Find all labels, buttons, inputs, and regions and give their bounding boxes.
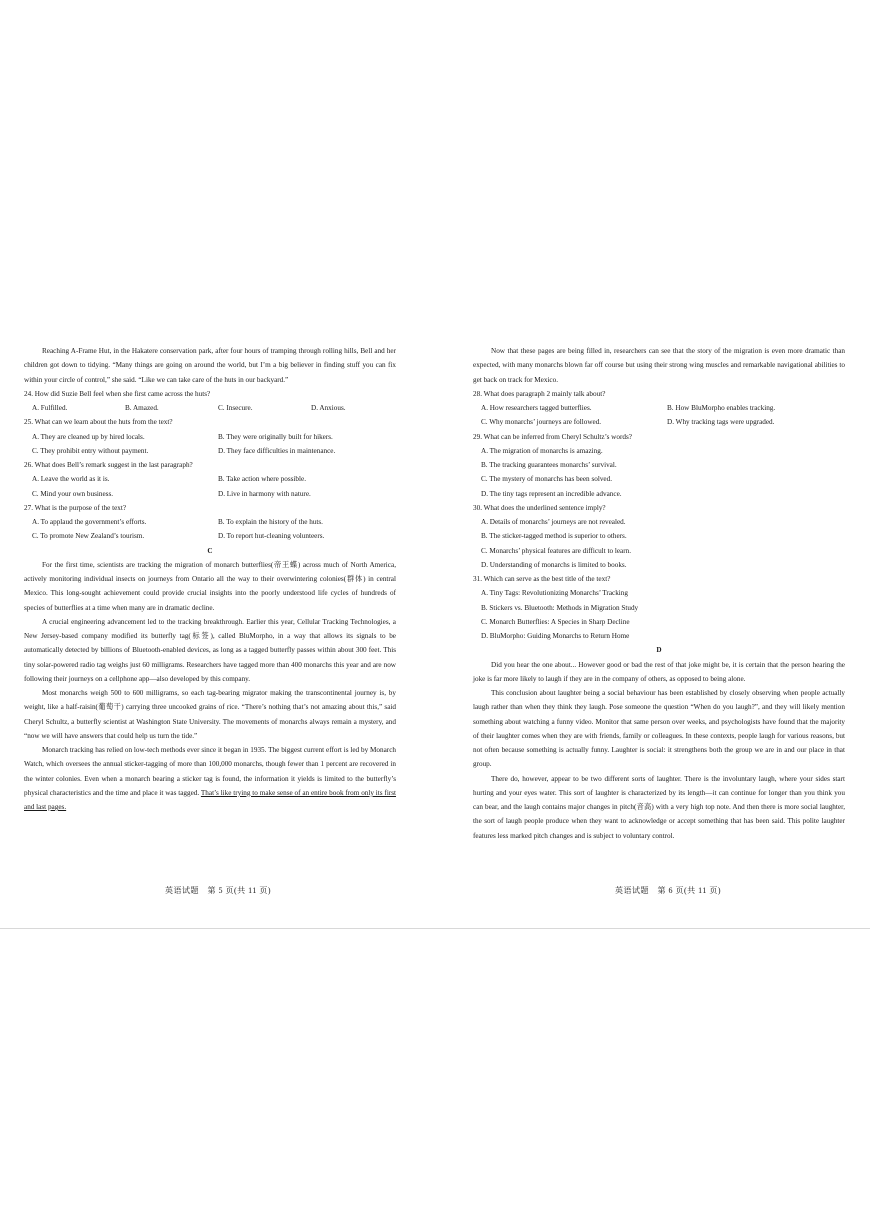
option: D. Understanding of monarchs is limited to books. — [481, 560, 627, 569]
paragraph: This conclusion about laughter being a social behaviour has been established by closely observing when people actually laugh rather than when they think they laugh. Pose someone the question “When do you laugh?”, and they will likely mention something about watching a funny video. Monitor that same person over weeks, and psychologists have found that the majority of their laughter comes when they are with friends, family or colleagues. In these contexts, people laugh for various reasons, but not often because something is actually funny. Laughter is social: it strengthens both the group we are in and our place in that group. — [473, 689, 845, 769]
paragraph: For the first time, scientists are tracking the migration of monarch butterflies(帝王蝶) across much of North America, actively monitoring individual insects on journeys from Ontario all the way to their overwintering colonies(群体) in central Mexico. This long-sought achievement could provide crucial insights into the poorly understood life cycles of hundreds of species of butterflies at a time when many are in dramatic decline. — [24, 560, 396, 612]
option: D. Anxious. — [311, 404, 346, 412]
paragraph: Did you hear the one about... However good or bad the rest of that joke might be, it is certain that the person hearing the joke is far more likely to laugh if they are in the company of others, as opposed to being alone. — [473, 660, 845, 683]
paragraph-monarch-tracking — [24, 743, 396, 814]
paragraph: Most monarchs weigh 500 to 600 milligrams, so each tag-bearing migrator making the transcontinental journey is, by weight, like a half-raisin(葡萄干) carrying three uncooked grains of rice. “There’s nothing that’s not amazing about this,” said Cheryl Schultz, a butterfly scientist at Washington State University. The movements of monarchs always remain a mystery, and “now we will have answers that could help us turn the tide.” — [24, 689, 396, 740]
paragraph: There do, however, appear to be two different sorts of laughter. There is the involuntary laugh, where your sides start hurting and your eyes water. This sort of laughter is characterized by its length—it can continue for longer than you think you can bear, and the laugh contains major changes in pitch(音高) with a very high top note. And then there is more social laughter, the sort of laugh people produce when they want to acknowledge or accept something that has been said. This polite laughter features less marked pitch changes and is subject to voluntary control. — [473, 774, 845, 840]
question-24 — [24, 387, 396, 416]
paragraph-huts: Reaching A-Frame Hut, in the Hakatere conservation park, after four hours of tramping through rolling hills, Bell and her children got down to tidying. “Many things are going on around the world, but I’m a big believer in finding stuff you can fix within your circle of control,” she said. “Like we can take care of the huts in our backyard.” — [24, 347, 396, 384]
question-stem: 29. What can be inferred from Cheryl Schultz’s words? — [473, 432, 632, 441]
option: A. Fulfilled. — [32, 404, 68, 412]
scan-edge-line — [0, 928, 870, 929]
question-30 — [473, 501, 845, 572]
option: B. Take action where possible. — [218, 475, 306, 484]
section-heading-c: C — [207, 546, 213, 555]
question-stem: 26. What does Bell’s remark suggest in the last paragraph? — [24, 461, 193, 469]
option: B. They were originally built for hikers. — [218, 432, 333, 441]
option: D. The tiny tags represent an incredible advance. — [481, 489, 622, 498]
option: D. Why tracking tags were upgraded. — [667, 418, 775, 427]
question-stem: 25. What can we learn about the huts from the text? — [24, 418, 173, 427]
question-stem: 31. Which can serve as the best title of the text? — [473, 575, 611, 583]
option: A. Details of monarchs’ journeys are not revealed. — [481, 518, 626, 526]
option: B. How BluMorpho enables tracking. — [667, 404, 776, 412]
page-footer-6: 英语试题 第 6 页(共 11 页) — [614, 886, 722, 895]
option: A. Leave the world as it is. — [32, 475, 110, 484]
left-page — [24, 344, 396, 814]
question-stem: 24. How did Suzie Bell feel when she first came across the huts? — [24, 389, 211, 398]
option: D. Live in harmony with nature. — [218, 489, 311, 498]
option: A. They are cleaned up by hired locals. — [32, 432, 145, 441]
question-stem: 27. What is the purpose of the text? — [24, 503, 127, 512]
option: A. How researchers tagged butterflies. — [481, 404, 592, 412]
question-25 — [24, 415, 396, 458]
option: C. Why monarchs’ journeys are followed. — [481, 418, 602, 427]
paragraph: A crucial engineering advancement led to the tracking breakthrough. Earlier this year, Cellular Tracking Technologies, a New Jersey-based company modified its butterfly tag(标签), called BluMorpho, in a way that allows its signals to be automatically detected by billions of Bluetooth-enabled devices, as long as a tagged butterfly passes within about 300 feet. This tiny solar-powered radio tag weighs just 60 milligrams. Researchers have tagged more than 400 monarchs this year and are now following their journeys on a cellphone app—also developed by this company. — [24, 617, 396, 683]
option: B. The sticker-tagged method is superior to others. — [481, 532, 627, 541]
option: C. Monarchs’ physical features are difficult to learn. — [481, 546, 632, 555]
page-footer-5: 英语试题 第 5 页(共 11 页) — [164, 886, 272, 895]
option: A. The migration of monarchs is amazing. — [481, 446, 603, 455]
underlined-sentence: That’s like trying to make sense of an entire book from only its first and last pages. — [24, 788, 397, 811]
option: D. BluMorpho: Guiding Monarchs to Return Home — [481, 632, 630, 640]
option: C. Monarch Butterflies: A Species in Sharp Decline — [481, 617, 630, 626]
option: B. To explain the history of the huts. — [218, 518, 323, 526]
paragraph: Now that these pages are being filled in, researchers can see that the story of the migration is even more dramatic than expected, with many monarchs blown far off course but using their strong wing muscles and remarkable navigational abilities to get back on track for Mexico. — [473, 347, 845, 384]
section-heading-d: D — [656, 646, 662, 655]
question-28 — [473, 387, 845, 430]
option: A. To applaud the government’s efforts. — [32, 518, 147, 526]
question-stem: 28. What does paragraph 2 mainly talk about? — [473, 389, 606, 398]
option: C. The mystery of monarchs has been solved. — [481, 475, 613, 484]
option: C. Insecure. — [218, 404, 253, 412]
option: C. Mind your own business. — [32, 489, 114, 498]
right-page — [473, 344, 845, 843]
paragraph-text: Monarch tracking has relied on low-tech methods ever since it began in 1935. The biggest current effort is led by Monarch Watch, which oversees the annual sticker-tagging of more than 100,000 monarchs, though fewer than 1 percent are recovered in the winter colonies. Even when a monarch bearing a sticker tag is found, the information it yields is limited to the butterfly’s physical characteristics and the time and place it was tagged. — [24, 746, 396, 797]
option: C. They prohibit entry without payment. — [32, 446, 149, 455]
option: B. Amazed. — [125, 404, 159, 412]
option: D. To report hut-cleaning volunteers. — [218, 532, 325, 541]
option: A. Tiny Tags: Revolutionizing Monarchs’ Tracking — [481, 589, 628, 598]
option: C. To promote New Zealand’s tourism. — [32, 532, 145, 541]
option: B. The tracking guarantees monarchs’ survival. — [481, 461, 617, 469]
question-stem: 30. What does the underlined sentence imply? — [473, 503, 606, 512]
option: B. Stickers vs. Bluetooth: Methods in Migration Study — [481, 603, 639, 612]
question-27 — [24, 501, 396, 544]
question-31 — [473, 572, 845, 643]
option: D. They face difficulties in maintenance. — [218, 446, 336, 455]
question-29 — [473, 430, 845, 501]
question-26 — [24, 458, 396, 501]
